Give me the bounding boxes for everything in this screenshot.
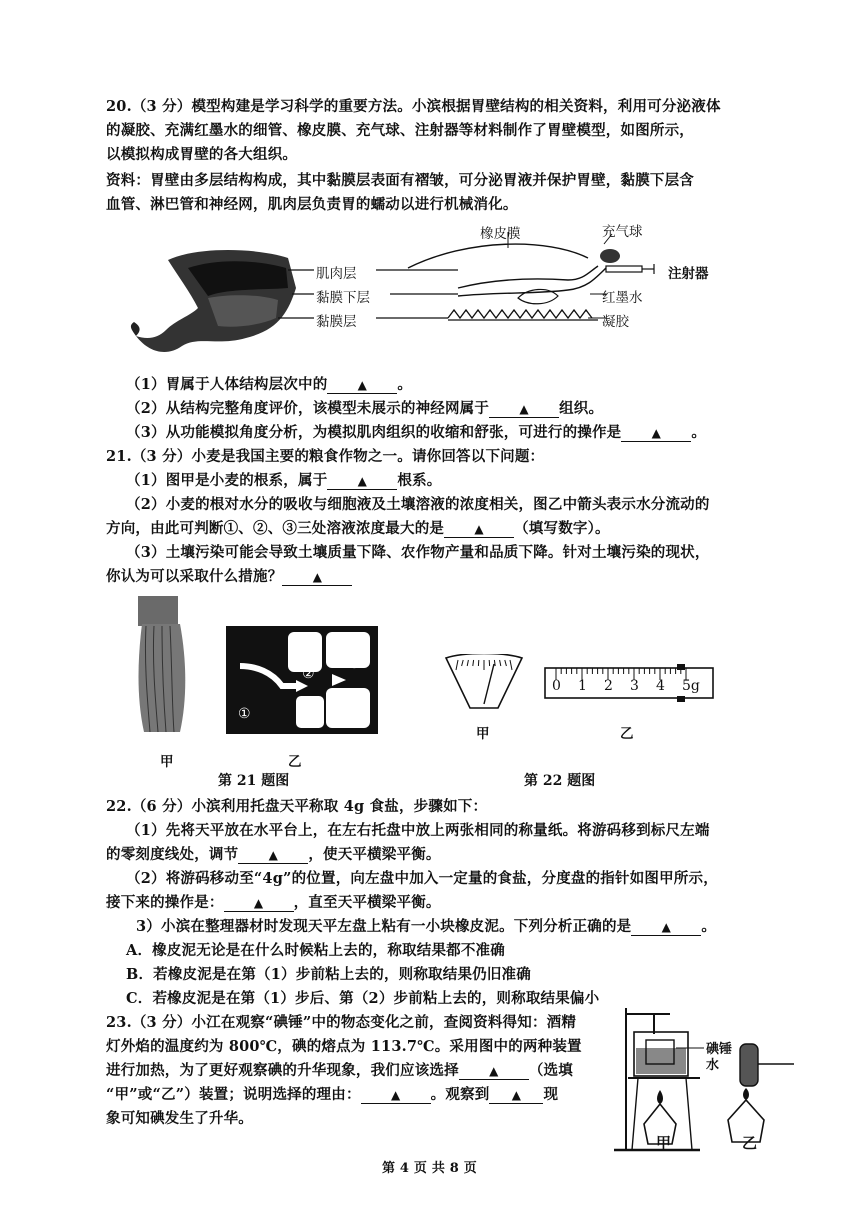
answer-blank[interactable]: ▲ xyxy=(489,1087,543,1104)
marker-circle-3: ③ xyxy=(348,656,361,672)
marker-circle-2: ② xyxy=(302,666,315,682)
q20-part3-end: 。 xyxy=(691,424,707,441)
q23-line3 xyxy=(106,1060,573,1082)
balance-pointer-dial xyxy=(444,654,524,712)
label-mucosa: 黏膜层 xyxy=(316,314,357,330)
q22-part1-end: ，使天平横梁平衡。 xyxy=(308,846,441,863)
fig23-label-jia: 甲 xyxy=(656,1134,672,1152)
dial-tick xyxy=(473,660,474,666)
fig23-label-yi: 乙 xyxy=(742,1134,758,1152)
q21-part2-end: （填写数字）。 xyxy=(514,520,610,537)
fig21-label-jia: 甲 xyxy=(160,754,174,770)
answer-blank[interactable]: ▲ xyxy=(444,521,514,538)
dial-tick xyxy=(462,660,464,666)
q20-part2-end: 组织。 xyxy=(559,400,604,417)
q20-part3 xyxy=(126,422,706,444)
q21-part3-line2 xyxy=(106,566,352,588)
q20-part3-text: （3）从功能模拟角度分析，为模拟肌肉组织的收缩和舒张，可进行的操作是 xyxy=(126,424,622,441)
fig22-caption: 第 22 题图 xyxy=(524,773,596,789)
q20-part1-end: 。 xyxy=(397,376,413,393)
wheat-root-photo xyxy=(130,596,194,736)
q23-line1: 23.（3 分）小江在观察“碘锤”中的物态变化之前，查阅资料得知：酒精 xyxy=(106,1014,577,1031)
q20-line1: 20.（3 分）模型构建是学习科学的重要方法。小滨根据胃壁结构的相关资料，利用可分泌液体 xyxy=(106,98,721,115)
q22-option-a[interactable]: A．橡皮泥无论是在什么时候粘上去的，称取结果都不准确 xyxy=(126,942,505,959)
q23-line4-end: 现 xyxy=(543,1086,559,1103)
q22-part3-text: 3）小滨在整理器材时发现天平左盘上粘有一小块橡皮泥。下列分析正确的是 xyxy=(136,918,632,935)
stomach-model-figure xyxy=(128,218,668,368)
q23-line3-text: 进行加热，为了更好观察碘的升华现象，我们应该选择 xyxy=(106,1062,459,1079)
q22-line1: 22.（6 分）小滨利用托盘天平称取 4g 食盐，步骤如下： xyxy=(106,798,488,815)
q22-option-b[interactable]: B．若橡皮泥是在第（1）步前粘上去的，则称取结果仍旧准确 xyxy=(126,966,531,983)
fig21-label-yi: 乙 xyxy=(288,754,302,770)
answer-blank[interactable]: ▲ xyxy=(327,473,397,490)
q23-line4 xyxy=(106,1084,558,1106)
q21-line1: 21.（3 分）小麦是我国主要的粮食作物之一。请你回答以下问题： xyxy=(106,448,545,465)
label-muscle-layer: 肌肉层 xyxy=(316,266,357,282)
answer-blank[interactable]: ▲ xyxy=(489,401,559,418)
q20-line2: 的凝胶、充满红墨水的细管、橡皮膜、充气球、注射器等材料制作了胃壁模型，如图所示， xyxy=(106,122,694,139)
q20-info1: 资料：胃壁由多层结构构成，其中黏膜层表面有褶皱，可分泌胃液并保护胃壁，黏膜下层含 xyxy=(106,172,694,189)
dial-tick xyxy=(505,660,507,666)
q21-part2-text: 方向，由此可判断①、②、③三处溶液浓度最大的是 xyxy=(106,520,445,537)
scale-tick-label: 1 xyxy=(578,678,587,694)
label-submucosa: 黏膜下层 xyxy=(316,290,370,306)
scale-tick-label: 3 xyxy=(630,678,639,694)
label-rubber-membrane: 橡皮膜 xyxy=(480,226,521,242)
page-footer: 第 4 页 共 8 页 xyxy=(382,1161,477,1176)
rider-scale xyxy=(544,664,714,706)
label-red-ink: 红墨水 xyxy=(602,290,643,306)
q21-part1 xyxy=(126,470,442,492)
answer-blank[interactable]: ▲ xyxy=(282,569,352,586)
answer-blank[interactable]: ▲ xyxy=(361,1087,431,1104)
scale-tick-label: 4 xyxy=(656,678,665,694)
root-cell-diagram xyxy=(226,626,378,734)
dial-tick xyxy=(510,660,512,670)
dial-tick xyxy=(494,660,495,666)
q20-line3: 以模拟构成胃壁的各大组织。 xyxy=(106,146,298,163)
q21-part3-text: 你认为可以采取什么措施？ xyxy=(106,568,283,585)
q22-option-c[interactable]: C．若橡皮泥是在第（1）步后、第（2）步前粘上去的，则称取结果偏小 xyxy=(126,990,600,1007)
label-syringe: 注射器 xyxy=(668,266,709,282)
q20-part2 xyxy=(126,398,603,420)
answer-blank[interactable]: ▲ xyxy=(631,919,701,936)
answer-blank[interactable]: ▲ xyxy=(238,847,308,864)
iodine-heating-apparatus xyxy=(614,1004,796,1154)
scale-tick-label: 5g xyxy=(682,678,700,694)
label-iodine-hammer: 碘锤 xyxy=(706,1042,733,1057)
q20-info2: 血管、淋巴管和神经网，肌肉层负责胃的蠕动以进行机械消化。 xyxy=(106,196,518,213)
fig22-label-yi: 乙 xyxy=(620,726,634,742)
q22-part2-text: 接下来的操作是： xyxy=(106,894,224,911)
q21-part2-line1: （2）小麦的根对水分的吸收与细胞液及土壤溶液的浓度相关，图乙中箭头表示水分流动的 xyxy=(126,496,710,513)
marker-circle-1: ① xyxy=(238,706,251,722)
dial-tick xyxy=(467,660,468,666)
scale-tick-label: 2 xyxy=(604,678,613,694)
answer-blank[interactable]: ▲ xyxy=(621,425,691,442)
dial-tick xyxy=(500,660,501,666)
answer-blank[interactable]: ▲ xyxy=(224,895,294,912)
answer-blank[interactable]: ▲ xyxy=(459,1063,529,1080)
q22-part1-text: 的零刻度线处，调节 xyxy=(106,846,239,863)
dial-tick xyxy=(456,660,458,670)
q22-part2-line1: （2）将游码移动至“4g”的位置，向左盘中加入一定量的食盐，分度盘的指针如图甲所示， xyxy=(126,870,718,887)
q22-part2-end: ，直至天平横梁平衡。 xyxy=(293,894,441,911)
q22-part1-line2 xyxy=(106,844,441,866)
q21-part1-text: （1）图甲是小麦的根系，属于 xyxy=(126,472,328,489)
q22-part1-line1: （1）先将天平放在水平台上，在左右托盘中放上两张相同的称量纸。将游码移到标尺左端 xyxy=(126,822,710,839)
q22-part3 xyxy=(136,916,716,938)
answer-blank[interactable]: ▲ xyxy=(327,377,397,394)
q22-part2-line2 xyxy=(106,892,441,914)
label-balloon: 充气球 xyxy=(602,224,643,240)
q20-part2-text: （2）从结构完整角度评价，该模型未展示的神经网属于 xyxy=(126,400,490,417)
fig22-label-jia: 甲 xyxy=(476,726,490,742)
q22-part3-end: 。 xyxy=(701,918,717,935)
q23-line4-mid: 。观察到 xyxy=(430,1086,490,1103)
q21-part1-end: 根系。 xyxy=(397,472,442,489)
q23-line2: 灯外焰的温度约为 800℃，碘的熔点为 113.7℃。采用图中的两种装置 xyxy=(106,1038,582,1055)
q23-line3-end: （选填 xyxy=(528,1062,573,1079)
label-water: 水 xyxy=(706,1058,720,1073)
q20-part1-text: （1）胃属于人体结构层次中的 xyxy=(126,376,328,393)
q21-part3-line1: （3）土壤污染可能会导致土壤质量下降、农作物产量和品质下降。针对土壤污染的现状， xyxy=(126,544,710,561)
q23-line5: 象可知碘发生了升华。 xyxy=(106,1110,253,1127)
fig21-caption: 第 21 题图 xyxy=(218,773,290,789)
label-gel: 凝胶 xyxy=(602,314,629,330)
scale-tick-label: 0 xyxy=(552,678,561,694)
q20-part1 xyxy=(126,374,412,396)
q21-part2-line2 xyxy=(106,518,610,540)
q23-line4-text: “甲”或“乙”）装置；说明选择的理由： xyxy=(106,1086,361,1103)
